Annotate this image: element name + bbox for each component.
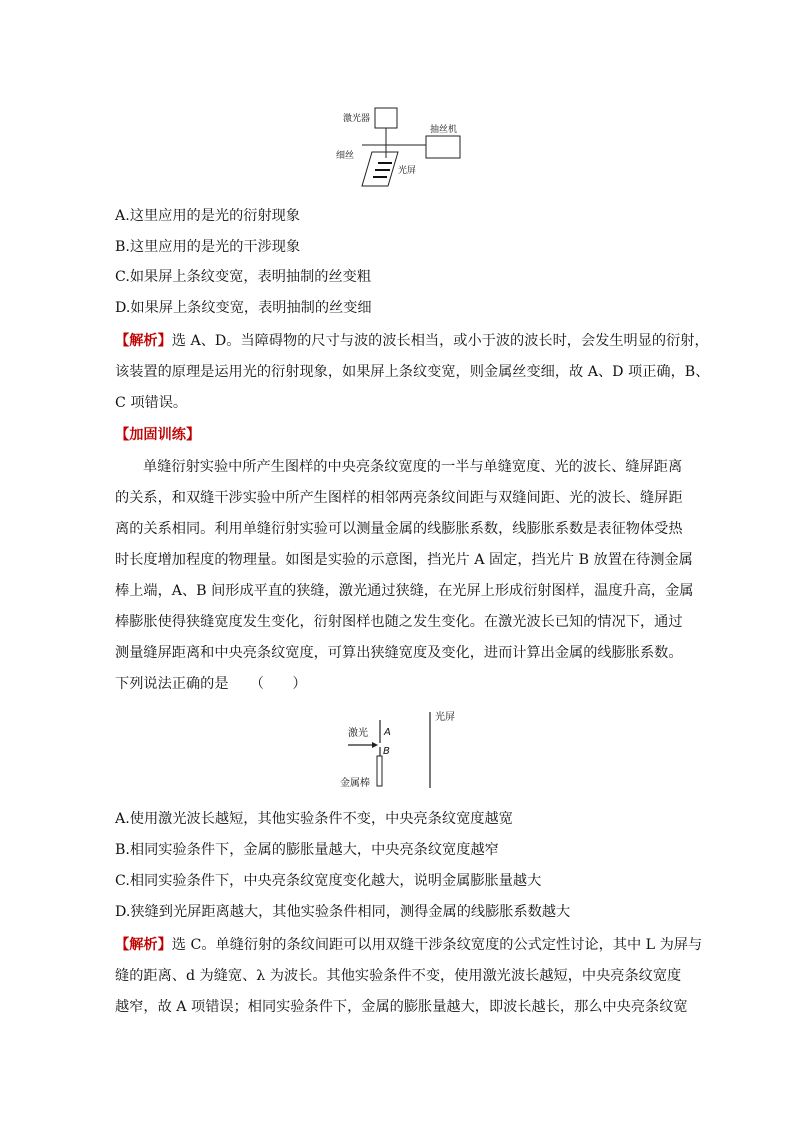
q2-analysis-line-3: 越窄，故 A 项错误；相同实验条件下，金属的膨胀量越大，即波长越长，那么中央亮条纹宽 <box>115 999 688 1015</box>
q2-option-b: B.相同实验条件下，金属的膨胀量越大，中央亮条纹宽度越窄 <box>115 842 499 858</box>
figure-single-slit <box>336 706 466 794</box>
q2-question-stem: 下列说法正确的是 （ ） <box>115 676 307 692</box>
wire-label: 细丝 <box>336 151 355 161</box>
q2-option-d: D.狭缝到光屏距离越大，其他实验条件相同，测得金属的线膨胀系数越大 <box>115 904 571 920</box>
q2-paragraph-line-2: 的关系，和双缝干涉实验中所产生图样的相邻两亮条纹间距与双缝间距、光的波长、缝屏距 <box>115 490 683 506</box>
q1-analysis-text-1: 选 A、D。当障碍物的尺寸与波的波长相当，或小于波的波长时，会发生明显的衍射， <box>171 333 709 349</box>
laser-label: 激光器 <box>343 114 371 124</box>
q1-option-a: A.这里应用的是光的衍射现象 <box>115 208 301 224</box>
q2-analysis-tag: 【解析】 <box>115 937 172 953</box>
section-tag-reinforce: 【加固训练】 <box>115 427 201 443</box>
rod-label: 金属棒 <box>340 778 370 789</box>
drawer-label: 抽丝机 <box>430 125 458 135</box>
q2-option-c: C.相同实验条件下，中央亮条纹宽度变化越大，说明金属膨胀量越大 <box>115 873 542 889</box>
q2-paragraph-line-5: 棒上端，A、B 间形成平直的狭缝，激光通过狭缝，在光屏上形成衍射图样，温度升高，金属 <box>115 583 694 599</box>
laser-label-2: 激光 <box>348 728 368 739</box>
q1-analysis-line-2: 该装置的原理是运用光的衍射现象，如果屏上条纹变宽，则金属丝变细，故 A、D 项正确，B、 <box>115 364 710 380</box>
q2-analysis-line-1 <box>115 935 702 955</box>
shutter-a-label: A <box>384 727 391 738</box>
laser-box <box>375 108 397 128</box>
q2-analysis-line-2: 缝的距离、d 为缝宽、λ 为波长。其他实验条件不变，使用激光波长越短，中央亮条纹宽度 <box>115 968 682 984</box>
q2-paragraph-line-7: 测量缝屏距离和中央亮条纹宽度，可算出狭缝宽度及变化，进而计算出金属的线膨胀系数。 <box>115 645 683 661</box>
q1-option-b: B.这里应用的是光的干涉现象 <box>115 239 301 255</box>
figure-wire-diffraction <box>330 100 470 192</box>
q2-analysis-text-1: 选 C。单缝衍射的条纹间距可以用双缝干涉条纹宽度的公式定性讨论，其中 L 为屏与 <box>171 937 703 953</box>
shutter-b-label: B <box>383 746 390 757</box>
q1-option-c: C.如果屏上条纹变宽，表明抽制的丝变粗 <box>115 269 372 285</box>
q2-paragraph-line-1: 单缝衍射实验中所产生图样的中央亮条纹宽度的一半与单缝宽度、光的波长、缝屏距离 <box>143 459 683 475</box>
laser-arrowhead <box>372 742 378 748</box>
q1-analysis-line-1 <box>115 331 709 351</box>
q2-option-a: A.使用激光波长越短，其他实验条件不变，中央亮条纹宽度越宽 <box>115 811 513 827</box>
q1-analysis-line-3: C 项错误。 <box>115 395 188 411</box>
q2-paragraph-line-6: 棒膨胀使得狭缝宽度发生变化，衍射图样也随之发生变化。在激光波长已知的情况下，通过 <box>115 614 683 630</box>
q2-paragraph-line-3: 离的关系相同。利用单缝衍射实验可以测量金属的线膨胀系数，线膨胀系数是表征物体受热 <box>115 521 683 537</box>
metal-rod <box>377 756 382 786</box>
drawer-box <box>426 136 460 158</box>
screen-label-2: 光屏 <box>435 712 455 723</box>
q1-analysis-tag: 【解析】 <box>115 333 172 349</box>
screen-label: 光屏 <box>398 166 417 176</box>
q2-paragraph-line-4: 时长度增加程度的物理量。如图是实验的示意图，挡光片 A 固定，挡光片 B 放置在待测金属 <box>115 552 693 568</box>
q1-option-d: D.如果屏上条纹变宽，表明抽制的丝变细 <box>115 300 372 316</box>
